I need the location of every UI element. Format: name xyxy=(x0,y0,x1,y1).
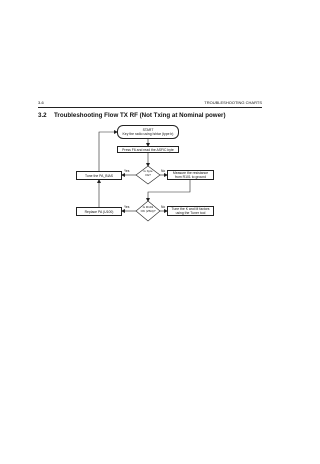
start-label: START xyxy=(142,128,154,132)
measure-line2: from R101 to ground xyxy=(174,175,207,179)
decision1-line1: Is byte xyxy=(143,169,153,173)
chapter-title: TROUBLESHOOTING CHARTS xyxy=(204,100,262,105)
connector-tune-bias-loop xyxy=(99,132,117,171)
decision1-label xyxy=(138,170,158,177)
measure-line1: Measure the resistance xyxy=(172,171,209,175)
start-sublabel: Key the radio using Ishtar (type b) xyxy=(122,132,174,136)
tune-k-factors-box xyxy=(167,206,214,216)
decision1-yes-label: Yes xyxy=(124,169,130,173)
replace-pa-box xyxy=(76,207,122,216)
replace-pa-label: Replace PA (U100) xyxy=(84,209,114,214)
decision2-no-label: No xyxy=(161,205,166,209)
decision1-line2: Ok? xyxy=(145,172,151,177)
start-terminal xyxy=(117,125,179,139)
page-number: 3-6 xyxy=(38,100,44,105)
decision2-yes-label: Yes xyxy=(124,205,130,209)
decision2-line2: OK (25Ω)? xyxy=(140,208,156,213)
tune-k-line2: using the Tuner tool xyxy=(175,211,206,215)
tune-k-line1: Tune the K and M factors xyxy=(171,207,210,211)
read-byte-label: Press F6 and read the ASFIC byte xyxy=(122,147,174,152)
decision2-line1: Is R101 xyxy=(142,205,154,209)
tune-pa-bias-label: Tune the PA_BIAS xyxy=(84,173,114,178)
decision2-label xyxy=(138,206,158,213)
read-byte-box xyxy=(117,146,179,153)
tune-pa-bias-box xyxy=(76,171,122,180)
decision1-no-label: No xyxy=(161,169,166,173)
section-title: Troubleshooting Flow TX RF (Not Txing at Nominal power) xyxy=(54,112,226,119)
measure-resistance-box xyxy=(167,170,214,180)
section-number: 3.2 xyxy=(38,112,47,119)
connector-measure-to-decision2 xyxy=(148,180,190,201)
